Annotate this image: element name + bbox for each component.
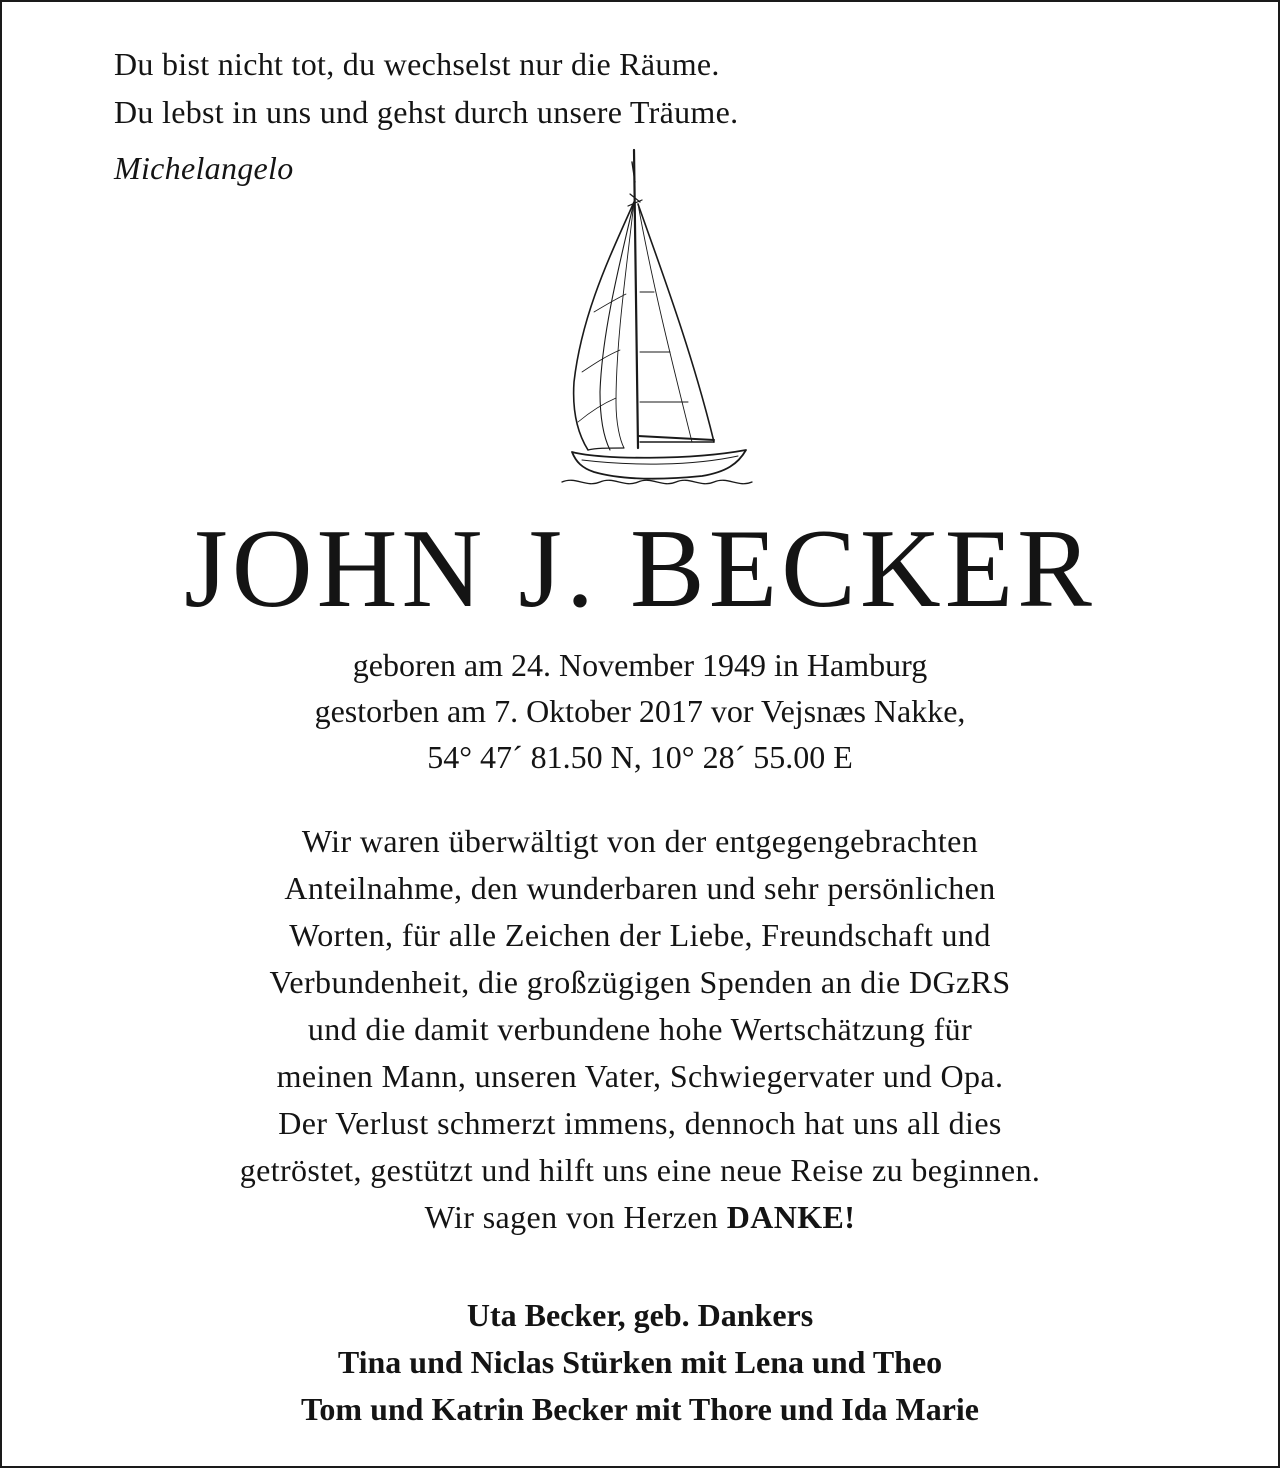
message-line: Wir waren überwältigt von der entgegengebrachten	[301, 823, 979, 859]
message-line: Der Verlust schmerzt immens, dennoch hat uns all dies	[278, 1105, 1002, 1141]
message-line: getröstet, gestützt und hilft uns eine neue Reise zu beginnen.	[239, 1152, 1041, 1188]
message-line: Anteilnahme, den wunderbaren und sehr persönlichen	[284, 870, 996, 906]
family-signatures	[2, 1292, 1278, 1433]
message-line: und die damit verbundene hohe Wertschätzung für	[307, 1011, 973, 1047]
quote-line-2: Du lebst in uns und gehst durch unsere Träume.	[114, 94, 739, 130]
thank-you-message	[2, 818, 1278, 1241]
message-line: Worten, für alle Zeichen der Liebe, Freundschaft und	[289, 917, 991, 953]
signature-line: Tina und Niclas Stürken mit Lena und Theo	[337, 1344, 943, 1380]
closing-emphasis: DANKE!	[726, 1199, 856, 1235]
message-line: meinen Mann, unseren Vater, Schwiegervater und Opa.	[276, 1058, 1004, 1094]
birth-line: geboren am 24. November 1949 in Hamburg	[352, 647, 928, 683]
closing-text: Wir sagen von Herzen	[424, 1199, 727, 1235]
quote-author: Michelangelo	[114, 150, 294, 186]
death-line: gestorben am 7. Oktober 2017 vor Vejsnæs Nakke,	[314, 693, 966, 729]
sailboat-icon	[542, 142, 762, 502]
message-line: Verbundenheit, die großzügigen Spenden an die DGzRS	[269, 964, 1011, 1000]
closing-line	[2, 1194, 1278, 1241]
signature-line: Tom und Katrin Becker mit Thore und Ida Marie	[301, 1391, 979, 1427]
life-dates	[2, 642, 1278, 780]
deceased-name: JOHN J. BECKER	[184, 507, 1096, 631]
coordinates-line: 54° 47´ 81.50 N, 10° 28´ 55.00 E	[427, 739, 853, 775]
quote-line-1: Du bist nicht tot, du wechselst nur die Räume.	[114, 46, 720, 82]
signature-line: Uta Becker, geb. Dankers	[466, 1297, 814, 1333]
